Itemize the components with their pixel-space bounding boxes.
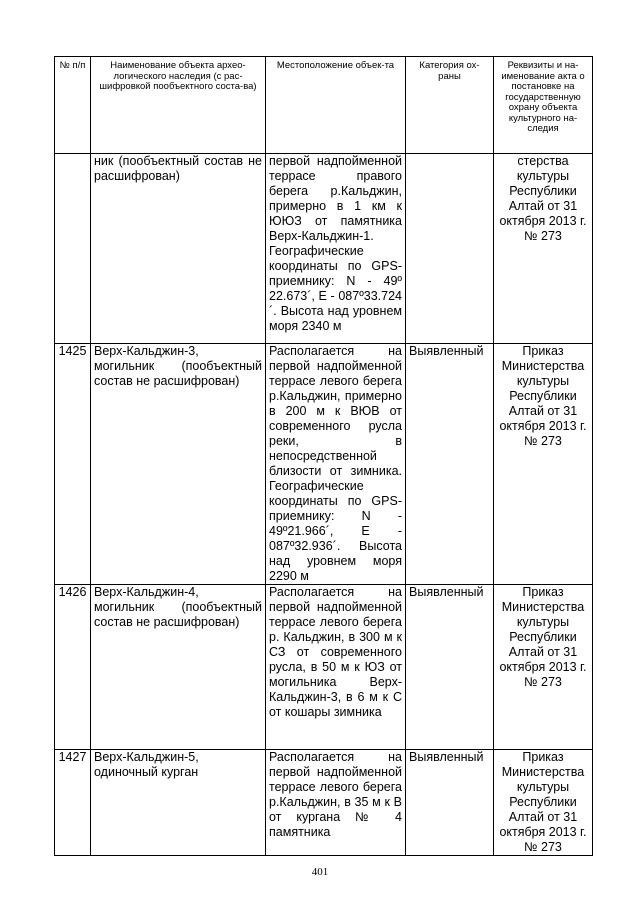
document-cell: Приказ Министерства культуры Республики Алтай от 31 октября 2013 г. № 273 — [494, 344, 593, 585]
object-name-cell: Верх-Кальджин-5, одиночный курган — [91, 750, 266, 856]
category-cell: Выявленный — [406, 585, 494, 750]
category-cell — [406, 154, 494, 344]
object-name-cell: Верх-Кальджин-4, могильник (пообъектный состав не расшифрован) — [91, 585, 266, 750]
object-name-cell: ник (пообъектный состав не расшифрован) — [91, 154, 266, 344]
table-row — [55, 154, 593, 344]
column-header-number: № п/п — [55, 57, 91, 154]
row-number — [55, 154, 91, 344]
location-cell: Располагается на первой надпойменной террасе левого берега р.Кальджин, в 35 м к В от кургана № 4 памятника — [266, 750, 406, 856]
document-cell: Приказ Министерства культуры Республики Алтай от 31 октября 2013 г. № 273 — [494, 750, 593, 856]
column-header-location: Местоположение объек-та — [266, 57, 406, 154]
category-cell: Выявленный — [406, 750, 494, 856]
category-cell: Выявленный — [406, 344, 494, 585]
column-header-category: Категория ох-раны — [406, 57, 494, 154]
page-number: 401 — [311, 866, 329, 878]
table-row — [55, 585, 593, 750]
location-cell: Располагается на первой надпойменной террасе левого берега р.Кальджин, примерно в 200 м к ВЮВ от современного русла реки, в непосредственной близости от зимника. Географические координаты по GPS-приемнику: N - 49º21.966´, E - 087º32.936´. Высота над уровнем моря 2290 м — [266, 344, 406, 585]
heritage-register-table — [54, 56, 593, 856]
location-cell: Располагается на первой надпойменной террасе левого берега р. Кальджин, в 300 м к СЗ от современного русла, в 50 м к ЮЗ от могильника Верх-Кальджин-3, в 6 м к С от кошары зимника — [266, 585, 406, 750]
table-row — [55, 344, 593, 585]
table-row — [55, 750, 593, 856]
row-number: 1427 — [55, 750, 91, 856]
document-cell: Приказ Министерства культуры Республики Алтай от 31 октября 2013 г. № 273 — [494, 585, 593, 750]
table-header-row — [55, 57, 593, 154]
object-name-cell: Верх-Кальджин-3, могильник (пообъектный состав не расшифрован) — [91, 344, 266, 585]
document-cell: стерства культуры Республики Алтай от 31 октября 2013 г. № 273 — [494, 154, 593, 344]
column-header-document: Реквизиты и на-именование акта о постановке на государственную охрану объекта культурного на-следия — [494, 57, 593, 154]
row-number: 1425 — [55, 344, 91, 585]
column-header-object-name: Наименование объекта архео-логического наследия (с рас-шифровкой пообъектного соста-ва) — [91, 57, 266, 154]
row-number: 1426 — [55, 585, 91, 750]
location-cell: первой надпойменной террасе правого берега р.Кальджин, примерно в 1 км к ЮЮЗ от памятника Верх-Кальджин-1. Географические координаты по GPS-приемнику: N - 49º 22.673´, E - 087º33.724´. Высота над уровнем моря 2340 м — [266, 154, 406, 344]
